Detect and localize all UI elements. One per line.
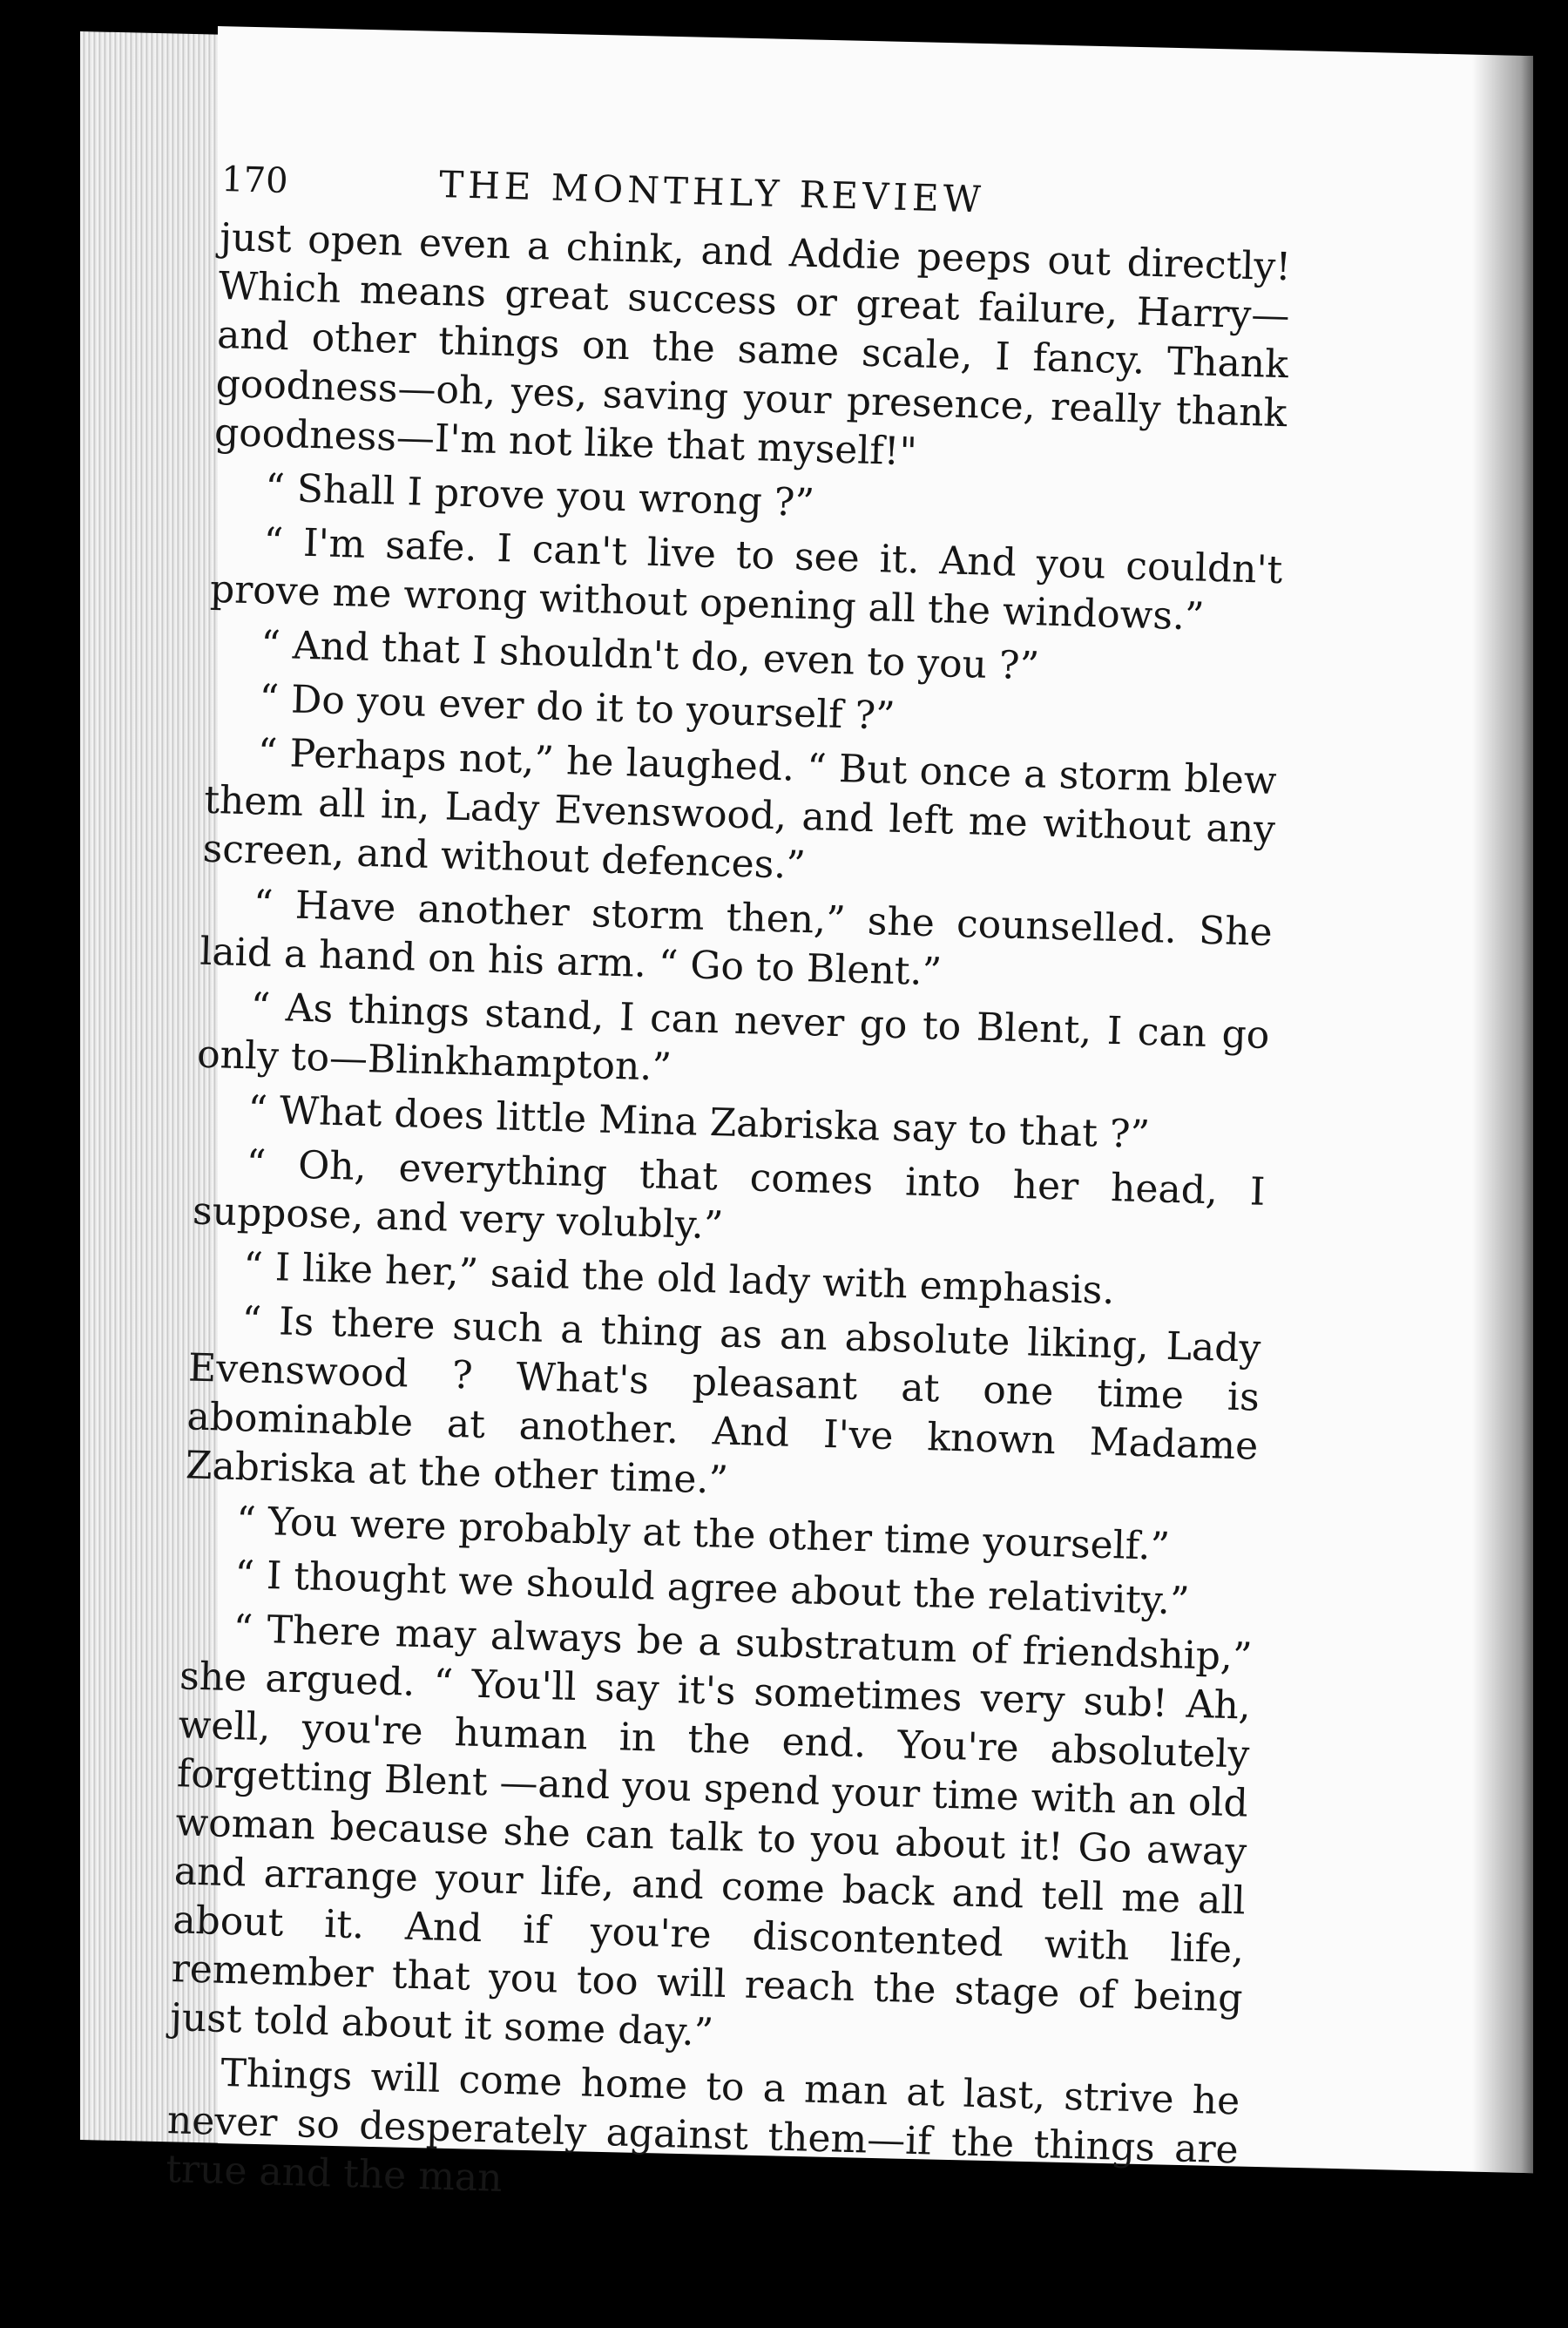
paragraph: “ Do you ever do it to yourself ?” xyxy=(258,676,896,739)
paragraph: “ You were probably at the other time yourself.” xyxy=(235,1499,1171,1569)
gutter-shadow xyxy=(1472,55,1542,2174)
paragraph: “ Shall I prove you wrong ?” xyxy=(264,465,815,526)
body-text xyxy=(166,213,1292,2223)
paragraph: just open even a chink, and Addie peeps out directly! Which means great success or great failure, Harry—and other things on the same scale, I fancy. Thank goodness—oh, yes, saving your presence, really thank goodness—I'm not like that myself!" xyxy=(213,214,1292,475)
paragraph: Things will come home to a man at last, strive he never so desperately against them—if the things are true and the man xyxy=(165,2050,1240,2201)
running-title: THE MONTHLY REVIEW xyxy=(438,162,986,221)
paragraph: “ And that I shouldn't do, even to you ?” xyxy=(260,622,1040,689)
paragraph: “ Oh, everything that comes into her head, I suppose, and very volubly.” xyxy=(192,1141,1266,1249)
paragraph: “ As things stand, I can never go to Blent, I can go only to—Blinkhampton.” xyxy=(196,985,1271,1090)
paragraph: “ Perhaps not,” he laughed. “ But once a storm blew them all in, Lady Evenswood, and left me without any screen, and without defences.” xyxy=(202,730,1278,889)
paragraph: “ There may always be a substratum of friendship,” she argued. “ You'll say it's sometimes very sub! Ah, well, you're human in the end. You're absolutely forgetting Blent —and you spend your time with an old woman because she can talk to you about it! Go away and arrange your life, and come back and tell me all about it. And if you're discontented with life, remember that you too will reach the stage of being just told about it some day.” xyxy=(169,1607,1254,2055)
page-number: 170 xyxy=(220,159,289,202)
page-text xyxy=(166,157,1294,2229)
paragraph: “ I'm safe. I can't live to see it. And you couldn't prove me wrong without opening all the windows.” xyxy=(209,519,1283,640)
paragraph: “ I thought we should agree about the relativity.” xyxy=(233,1553,1191,1624)
paragraph: “ I like her,” said the old lady with emphasis. xyxy=(242,1244,1116,1314)
paragraph: “ What does little Mina Zabriska say to that ?” xyxy=(247,1087,1151,1158)
paragraph: “ Have another storm then,” she counselled. She laid a hand on his arm. “ Go to Blent.” xyxy=(199,882,1274,995)
paragraph: “ Is there such a thing as an absolute liking, Lady Evenswood ? What's pleasant at one time is abominable at another. And I've known Madame Zabriska at the other time.” xyxy=(185,1298,1261,1503)
